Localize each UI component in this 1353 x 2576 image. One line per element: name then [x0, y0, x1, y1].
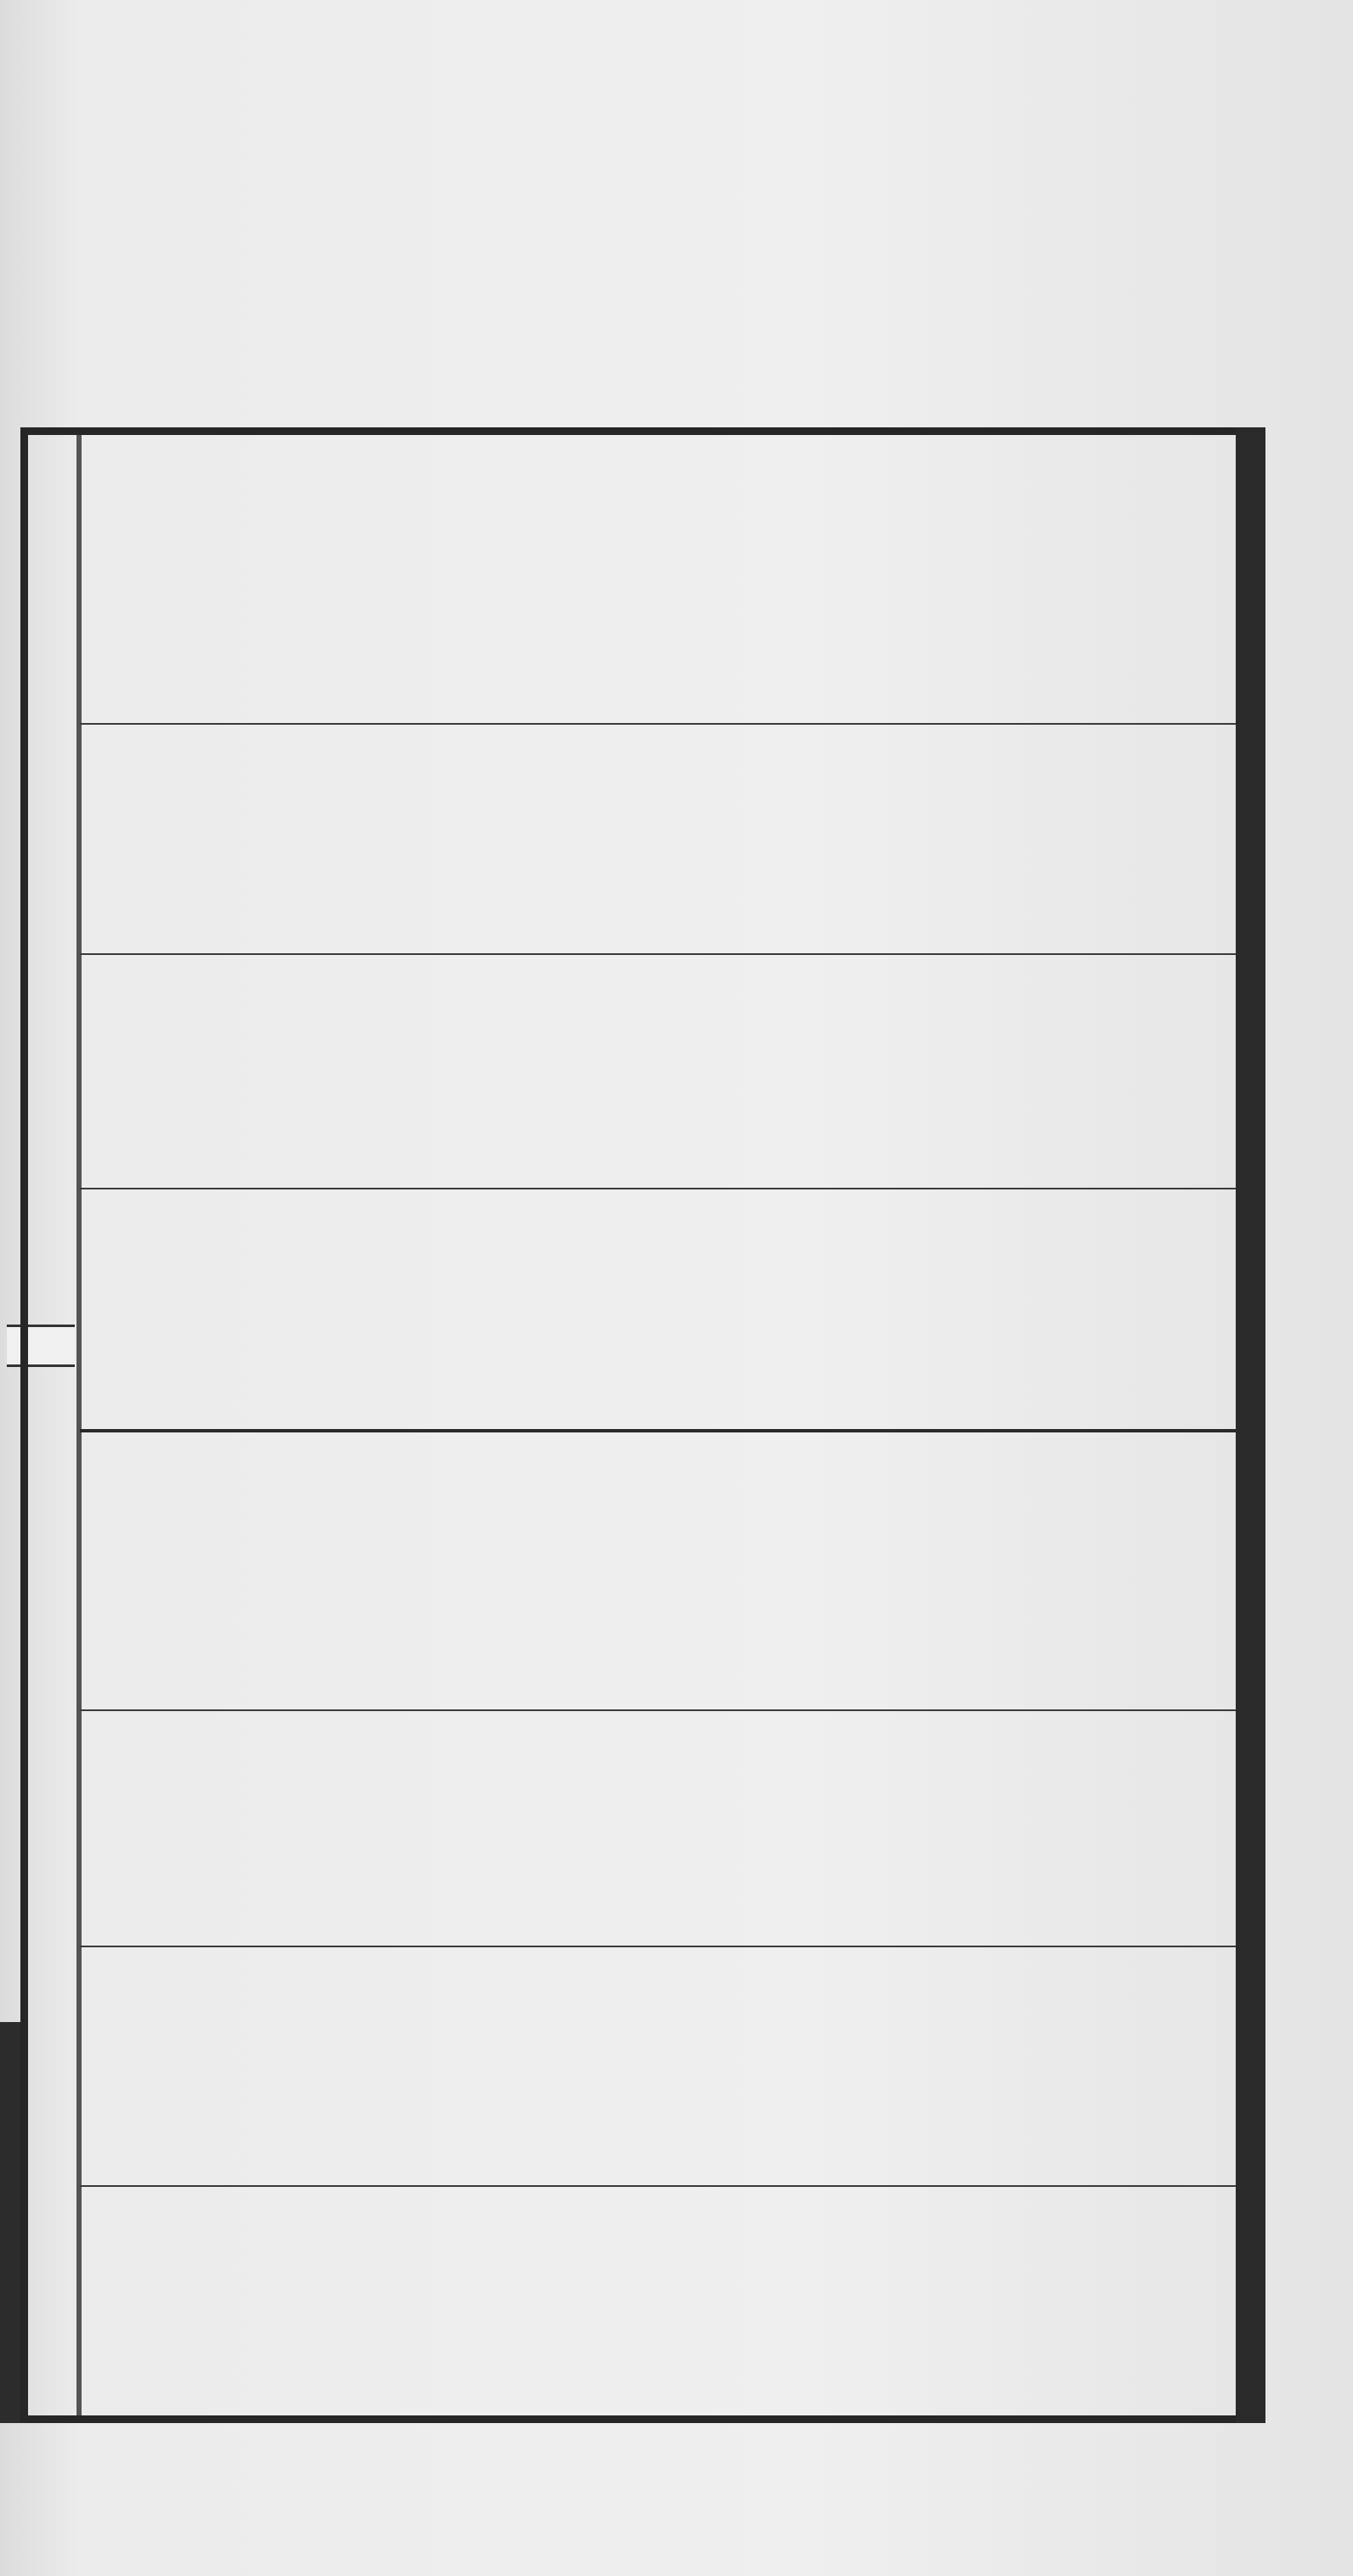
row-divider-1 [80, 723, 1236, 725]
spine-dark-strip [0, 2022, 20, 2423]
row-divider-3 [80, 1188, 1236, 1189]
frame-right-border [1236, 427, 1265, 2423]
page-frame [20, 427, 1265, 2423]
row-divider-6 [80, 1946, 1236, 1947]
row-divider-7 [80, 2185, 1236, 2187]
row-divider-2 [80, 953, 1236, 955]
row-divider-5 [80, 1709, 1236, 1711]
row-divider-4 [80, 1429, 1236, 1432]
